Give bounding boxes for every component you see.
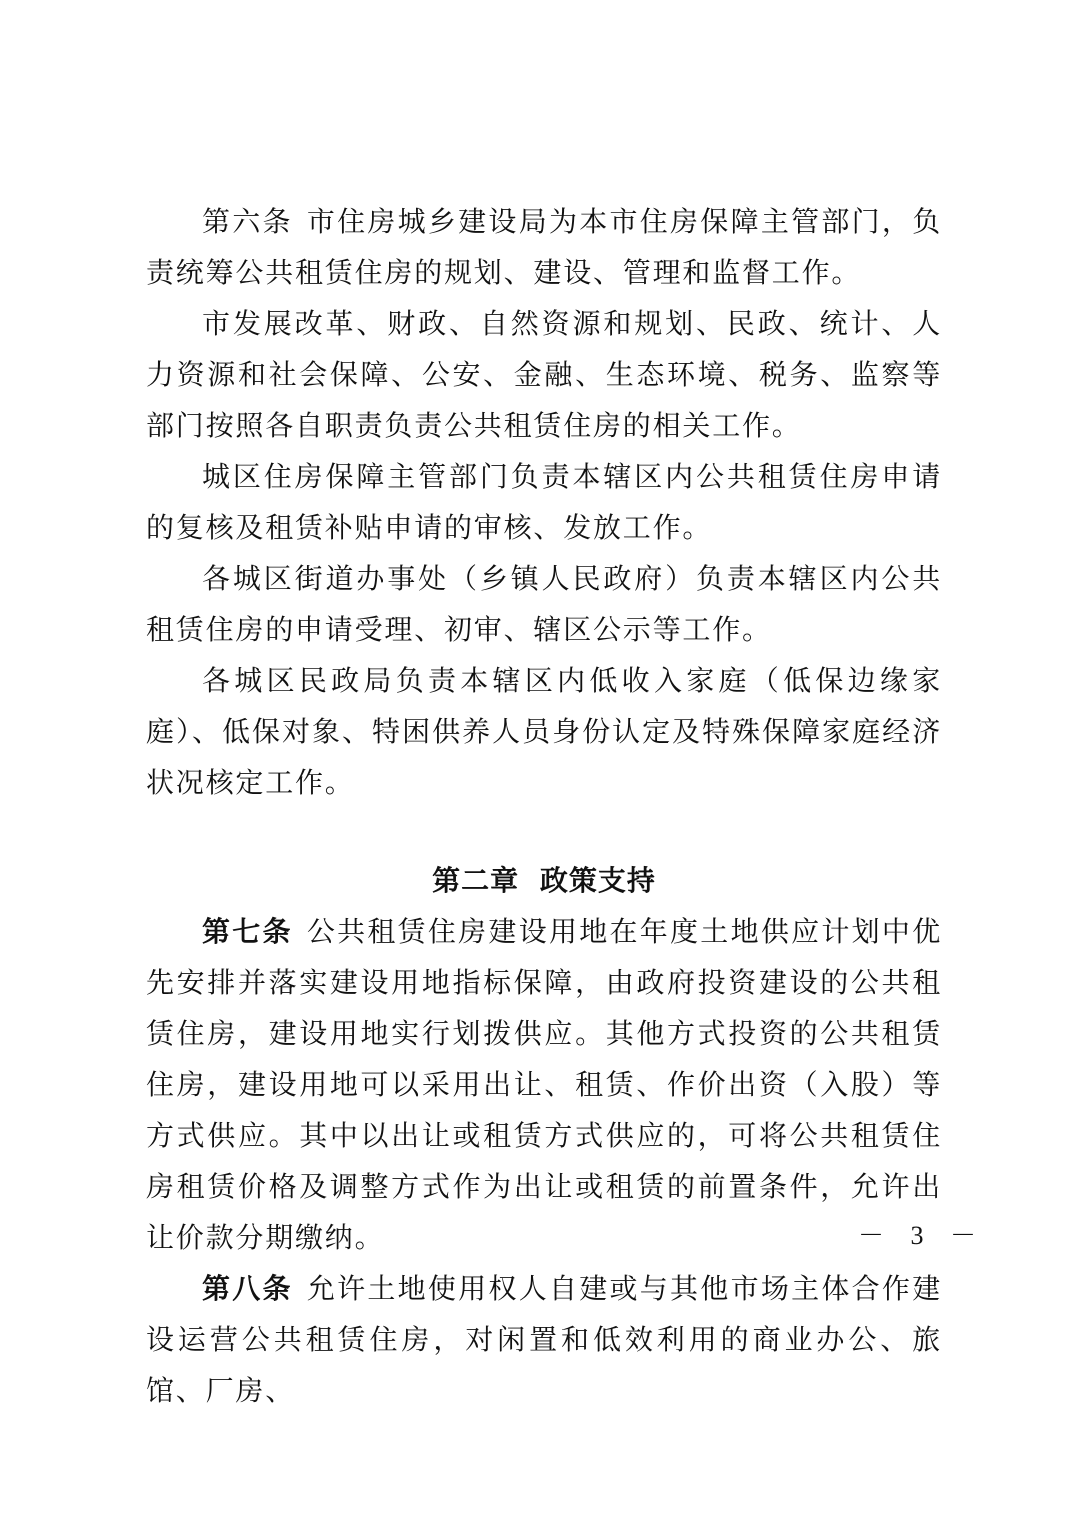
paragraph-civil-affairs: 各城区民政局负责本辖区内低收入家庭（低保边缘家庭）、低保对象、特困供养人员身份认定及特殊保障家庭经济状况核定工作。 [146,664,942,799]
chapter-heading: 第二章 政策支持 [432,864,656,897]
article-6-label: 第六条 [202,205,293,238]
article-7-paragraph [146,906,942,1263]
article-6-paragraph [146,196,942,298]
article-6-text: 市住房城乡建设局为本市住房保障主管部门，负责统筹公共租赁住房的规划、建设、管理和监督工作。 [146,205,942,289]
article-7-text: 公共租赁住房建设用地在年度土地供应计划中优先安排并落实建设用地指标保障，由政府投资建设的公共租赁住房，建设用地实行划拨供应。其他方式投资的公共租赁住房，建设用地可以采用出让、租赁、作价出资（入股）等方式供应。其中以出让或租赁方式供应的，可将公共租赁住房租赁价格及调整方式作为出让或租赁的前置条件，允许出让价款分期缴纳。 [146,915,942,1254]
article-8-text: 允许土地使用权人自建或与其他市场主体合作建设运营公共租赁住房，对闲置和低效利用的商业办公、旅馆、厂房、 [146,1272,942,1407]
page-number: － 3 － [858,1221,987,1250]
article-8-paragraph [146,1263,942,1416]
article-8-label: 第八条 [202,1272,293,1305]
paragraph-subdistrict-offices: 各城区街道办事处（乡镇人民政府）负责本辖区内公共租赁住房的申请受理、初审、辖区公示等工作。 [146,562,942,646]
paragraph-district-housing: 城区住房保障主管部门负责本辖区内公共租赁住房申请的复核及租赁补贴申请的审核、发放工作。 [146,460,942,544]
document-body [146,196,942,1416]
paragraph-departments: 市发展改革、财政、自然资源和规划、民政、统计、人力资源和社会保障、公安、金融、生态环境、税务、监察等部门按照各自职责负责公共租赁住房的相关工作。 [146,307,942,442]
article-7-label: 第七条 [202,915,293,948]
